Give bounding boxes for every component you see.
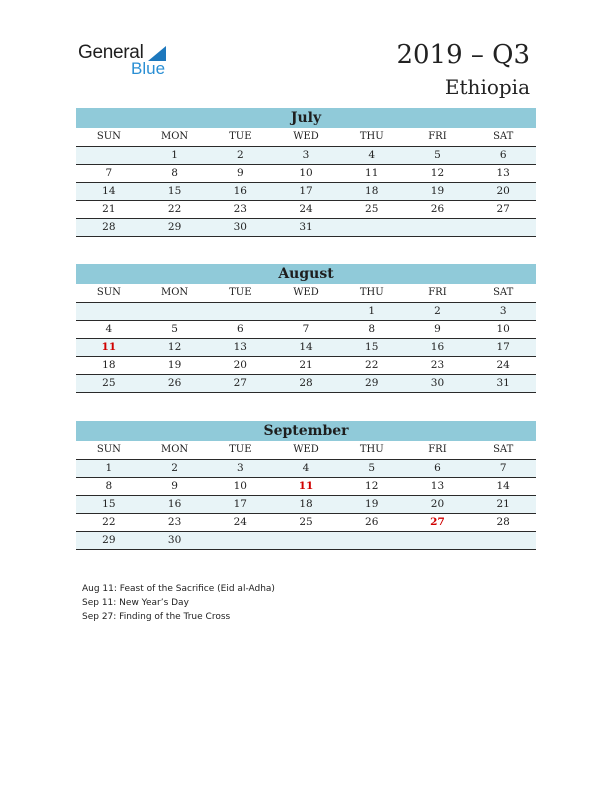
empty-day-cell (76, 303, 142, 320)
empty-day-cell (405, 219, 471, 236)
weekday-label: WED (293, 131, 319, 142)
day-cell: 30 (233, 221, 247, 233)
logo-text-blue: Blue (131, 59, 166, 78)
day-cell: 14 (299, 341, 313, 353)
holiday-note: Aug 11: Feast of the Sacrifice (Eid al-Adha) (82, 584, 275, 594)
day-cell: 21 (496, 498, 510, 510)
weekday-label: SAT (493, 287, 514, 298)
day-cell: 6 (236, 323, 244, 335)
day-cell: 9 (434, 323, 441, 335)
day-cell: 5 (368, 462, 376, 474)
day-cell: 11 (101, 341, 117, 353)
day-cell: 29 (167, 221, 182, 233)
week-row (76, 357, 536, 375)
weekday-label: TUE (229, 444, 252, 455)
month-header: July (76, 108, 536, 128)
day-cell: 10 (496, 323, 510, 335)
day-cell: 18 (102, 359, 116, 371)
day-cell: 16 (430, 341, 445, 353)
weekday-label: TUE (229, 131, 252, 142)
day-cell: 15 (167, 185, 182, 197)
day-cell: 5 (434, 149, 441, 161)
day-cell: 15 (365, 341, 379, 353)
day-cell: 2 (236, 149, 244, 161)
week-row (76, 147, 536, 165)
day-cell: 26 (167, 377, 182, 389)
weekday-label: SUN (96, 444, 121, 455)
weekday-label: WED (293, 444, 319, 455)
weekday-label: TUE (229, 287, 252, 298)
empty-day-cell (142, 303, 208, 320)
weekday-label: THU (359, 287, 384, 298)
day-cell: 9 (171, 480, 178, 492)
holiday-notes (82, 582, 275, 624)
day-cell: 13 (496, 167, 510, 179)
weekday-label: MON (160, 444, 189, 455)
weekday-label: FRI (428, 444, 447, 455)
weekday-label: FRI (428, 287, 447, 298)
holiday-note: Sep 27: Finding of the True Cross (82, 612, 231, 622)
week-row (76, 183, 536, 201)
day-cell: 24 (299, 203, 313, 215)
empty-day-cell (207, 303, 273, 320)
day-cell: 12 (430, 167, 445, 179)
day-cell: 23 (430, 359, 445, 371)
day-cell: 26 (430, 203, 445, 215)
day-cell: 29 (365, 377, 379, 389)
week-row (76, 460, 536, 478)
logo (78, 42, 188, 82)
day-cell: 20 (233, 359, 247, 371)
day-cell: 31 (299, 221, 313, 233)
day-cell: 1 (368, 305, 376, 317)
day-cell: 16 (167, 498, 182, 510)
day-cell: 21 (299, 359, 313, 371)
weekday-label: SUN (96, 131, 121, 142)
day-cell: 6 (499, 149, 507, 161)
month-header: September (76, 421, 536, 441)
weekday-label: MON (160, 287, 189, 298)
holiday-note: Sep 11: New Year’s Day (82, 598, 189, 608)
day-cell: 18 (365, 185, 379, 197)
week-row (76, 339, 536, 357)
day-cell: 30 (167, 534, 182, 546)
day-cell: 2 (171, 462, 178, 474)
week-row (76, 165, 536, 183)
day-cell: 7 (499, 462, 507, 474)
empty-day-cell (207, 532, 273, 549)
day-cell: 4 (302, 462, 310, 474)
month-header: August (76, 264, 536, 284)
month-block-september (76, 421, 536, 550)
day-cell: 10 (299, 167, 313, 179)
day-cell: 14 (102, 185, 116, 197)
week-row (76, 219, 536, 237)
empty-day-cell (273, 532, 339, 549)
empty-day-cell (76, 147, 142, 164)
weekday-label: SUN (96, 287, 121, 298)
page-title: 2019 – Q3 (396, 40, 530, 70)
day-cell: 29 (102, 534, 116, 546)
weekday-label: THU (359, 131, 384, 142)
day-cell: 20 (496, 185, 510, 197)
day-cell: 25 (365, 203, 379, 215)
day-cell: 23 (167, 516, 182, 528)
day-cell: 3 (499, 305, 507, 317)
day-cell: 21 (102, 203, 116, 215)
week-row (76, 321, 536, 339)
weekday-label: SAT (493, 444, 514, 455)
week-row (76, 201, 536, 219)
day-cell: 8 (105, 480, 113, 492)
day-cell: 10 (233, 480, 247, 492)
day-cell: 4 (105, 323, 113, 335)
week-row (76, 375, 536, 393)
day-cell: 3 (302, 149, 310, 161)
day-cell: 19 (430, 185, 445, 197)
empty-day-cell (470, 219, 536, 236)
empty-day-cell (339, 532, 405, 549)
day-cell: 1 (171, 149, 178, 161)
day-cell: 28 (299, 377, 313, 389)
day-cell: 17 (496, 341, 510, 353)
day-cell: 31 (496, 377, 510, 389)
day-cell: 22 (167, 203, 182, 215)
day-cell: 19 (167, 359, 182, 371)
week-row (76, 514, 536, 532)
day-cell: 28 (496, 516, 510, 528)
day-cell: 25 (102, 377, 116, 389)
empty-day-cell (339, 219, 405, 236)
day-cell: 25 (299, 516, 313, 528)
day-cell: 11 (365, 167, 379, 179)
day-cell: 18 (299, 498, 313, 510)
week-row (76, 532, 536, 550)
day-cell: 15 (102, 498, 116, 510)
day-cell: 2 (434, 305, 441, 317)
day-cell: 24 (233, 516, 247, 528)
empty-day-cell (273, 303, 339, 320)
day-cell: 12 (365, 480, 379, 492)
day-cell: 13 (233, 341, 247, 353)
day-cell: 17 (233, 498, 247, 510)
day-cell: 30 (430, 377, 445, 389)
day-cell: 20 (430, 498, 445, 510)
day-cell: 7 (302, 323, 310, 335)
week-row (76, 496, 536, 514)
day-cell: 12 (167, 341, 182, 353)
day-cell: 16 (233, 185, 247, 197)
day-cell: 27 (430, 516, 445, 528)
day-cell: 22 (102, 516, 116, 528)
weekday-label: WED (293, 287, 319, 298)
day-cell: 8 (171, 167, 178, 179)
day-cell: 8 (368, 323, 376, 335)
day-cell: 22 (365, 359, 379, 371)
weekday-label: MON (160, 131, 189, 142)
empty-day-cell (405, 532, 471, 549)
day-cell: 7 (105, 167, 113, 179)
empty-day-cell (470, 532, 536, 549)
day-cell: 14 (496, 480, 510, 492)
country-name: Ethiopia (444, 75, 530, 99)
day-cell: 1 (105, 462, 113, 474)
weekday-label: THU (359, 444, 384, 455)
day-cell: 17 (299, 185, 313, 197)
week-row (76, 478, 536, 496)
day-cell: 11 (298, 480, 314, 492)
day-cell: 27 (233, 377, 247, 389)
week-row (76, 303, 536, 321)
day-cell: 24 (496, 359, 510, 371)
weekday-header-row (76, 441, 536, 460)
logo-text-general: General (78, 42, 144, 63)
day-cell: 13 (430, 480, 445, 492)
day-cell: 4 (368, 149, 376, 161)
weekday-header-row (76, 128, 536, 147)
day-cell: 26 (365, 516, 379, 528)
month-block-july (76, 108, 536, 237)
day-cell: 23 (233, 203, 247, 215)
day-cell: 19 (365, 498, 379, 510)
weekday-label: FRI (428, 131, 447, 142)
day-cell: 5 (171, 323, 178, 335)
weekday-header-row (76, 284, 536, 303)
weekday-label: SAT (493, 131, 514, 142)
month-block-august (76, 264, 536, 393)
day-cell: 28 (102, 221, 116, 233)
day-cell: 9 (236, 167, 244, 179)
day-cell: 27 (496, 203, 510, 215)
day-cell: 6 (434, 462, 441, 474)
day-cell: 3 (236, 462, 244, 474)
